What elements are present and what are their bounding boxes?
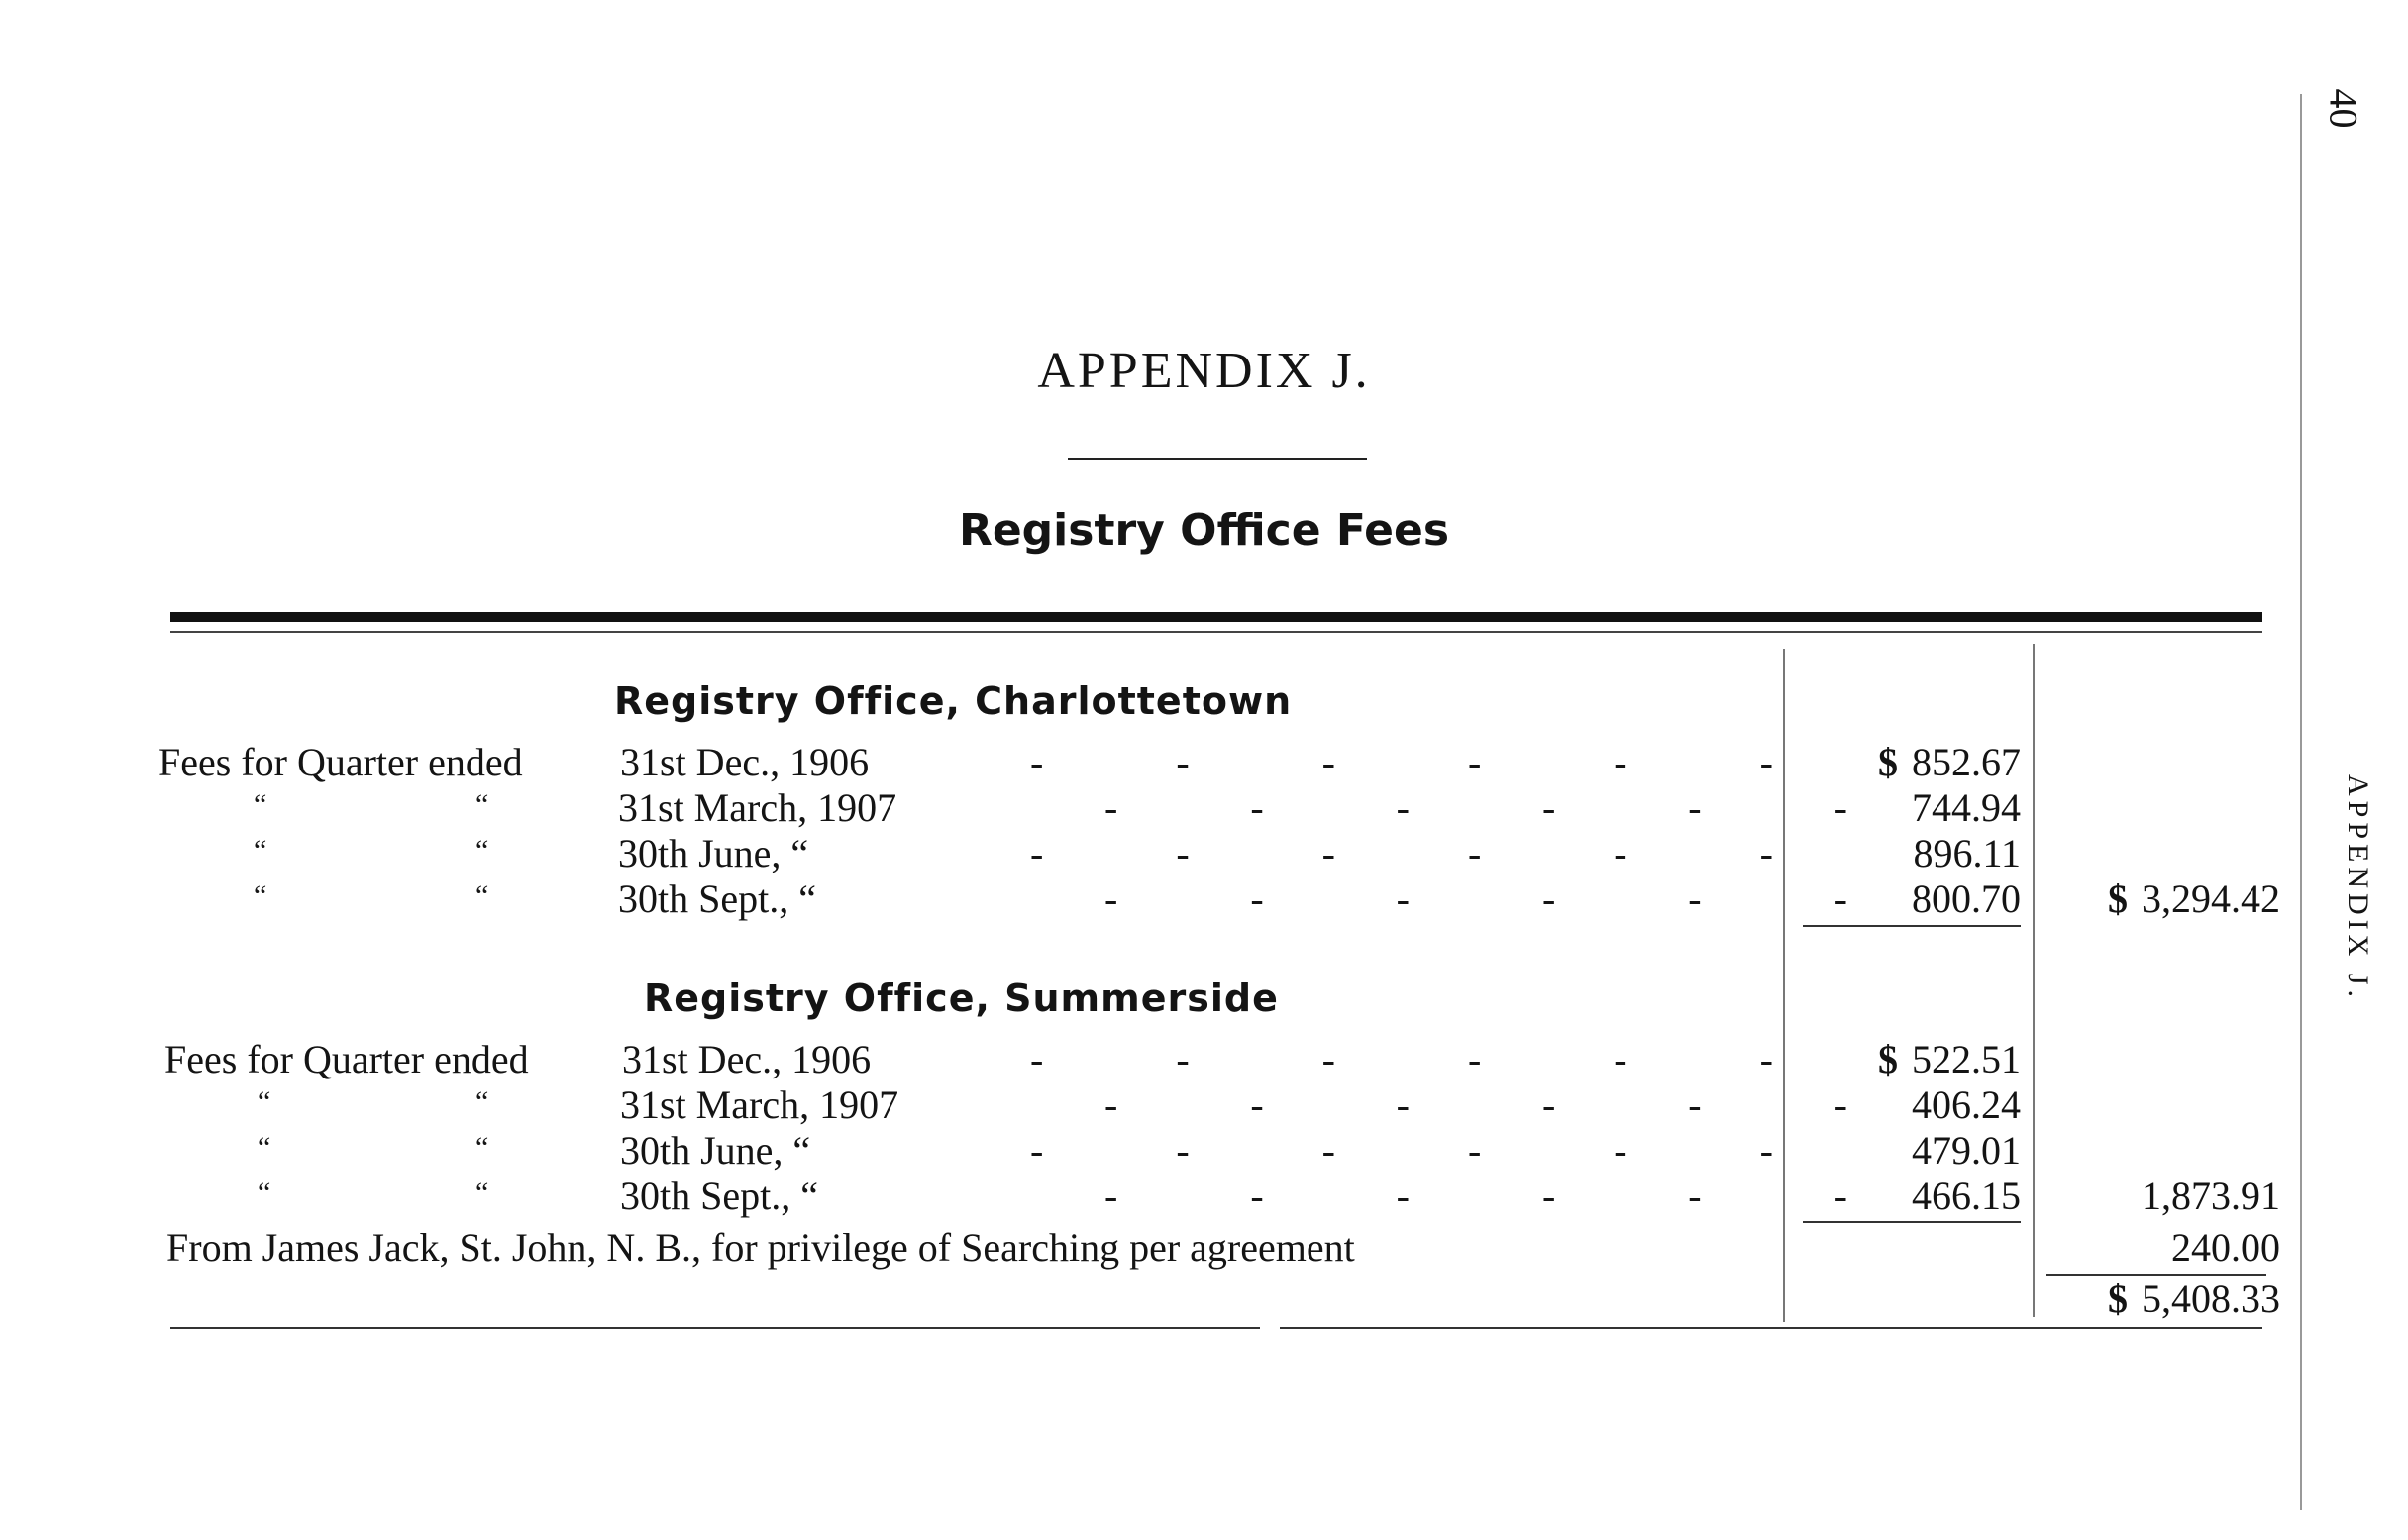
currency-sign: $ [1878, 1037, 1898, 1081]
amount-cell [1733, 739, 2021, 785]
ditto-mark: “ [475, 1177, 489, 1209]
extra-label: From James Jack, St. John, N. B., for privilege of Searching per agreement [166, 1225, 1355, 1270]
ditto-mark: “ [258, 1131, 271, 1164]
grand-total: 5,408.33 [2142, 1277, 2280, 1321]
leader-dots: - - - - - - [1030, 831, 1834, 875]
table-row [158, 784, 1909, 830]
table-row [158, 739, 1834, 784]
amount-cell [1733, 1173, 2021, 1219]
section-total-cell [1991, 1173, 2280, 1219]
table-top-thin-rule [170, 631, 2262, 633]
row-date: 30th Sept., “ [620, 1174, 818, 1218]
amount-value: 522.51 [1912, 1037, 2021, 1081]
section-total: 3,294.42 [2142, 876, 2280, 921]
section-heading-charlottetown: Registry Office, Charlottetown [614, 679, 1293, 723]
amount-cell [1733, 1081, 2021, 1128]
section-total-cell [1991, 875, 2280, 922]
table-row [158, 830, 1834, 875]
row-label: Fees for Quarter ended [164, 1037, 529, 1081]
leader-dots: - - - - - - [1104, 1082, 1909, 1127]
row-date: 30th June, “ [620, 1128, 811, 1173]
amount-value: 800.70 [1912, 876, 2021, 921]
ditto-mark: “ [258, 1085, 271, 1118]
amount-cell [1733, 875, 2021, 922]
row-date: 30th June, “ [618, 831, 809, 875]
title-rule [1068, 458, 1367, 460]
ditto-mark: “ [475, 1131, 489, 1164]
extra-amount: 240.00 [2171, 1225, 2280, 1270]
leader-dots: - - - - - - [1104, 785, 1909, 830]
row-date: 30th Sept., “ [618, 876, 816, 921]
leader-dots: - - - - - - [1030, 740, 1834, 784]
leader-dots: - - - - - - [1030, 1037, 1834, 1081]
page-number: 40 [2321, 88, 2366, 129]
leader-dots: - - - - - - [1104, 876, 1909, 921]
side-running-head: APPENDIX J. [2342, 773, 2374, 1003]
ditto-mark: “ [475, 1085, 489, 1118]
table-row-extra [166, 1224, 1751, 1270]
subtotal-rule [1803, 1221, 2021, 1223]
amount-value: 466.15 [1912, 1174, 2021, 1218]
page-subtitle: Registry Office Fees [958, 505, 1450, 556]
table-top-rule [170, 612, 2262, 622]
table-row [158, 1173, 1909, 1218]
amount-value: 744.94 [1912, 785, 2021, 830]
ditto-mark: “ [254, 879, 267, 912]
row-date: 31st March, 1907 [618, 785, 897, 830]
row-label: Fees for Quarter ended [158, 740, 523, 784]
amount-value: 479.01 [1912, 1128, 2021, 1173]
grand-total-cell [1991, 1276, 2280, 1322]
currency-sign: $ [1878, 740, 1898, 784]
table-bottom-rule-right [1280, 1327, 2262, 1329]
page-title: APPENDIX J. [1037, 343, 1371, 399]
table-row [158, 1081, 1909, 1127]
section-heading-summerside: Registry Office, Summerside [644, 976, 1279, 1020]
row-date: 31st March, 1907 [620, 1082, 899, 1127]
leader-dots: - - - - - - [1030, 1128, 1834, 1173]
amount-cell [1733, 784, 2021, 831]
amount-cell [1733, 1127, 2021, 1174]
ditto-mark: “ [254, 788, 267, 821]
ditto-mark: “ [254, 834, 267, 867]
table-row [158, 1127, 1834, 1173]
table-bottom-rule-left [170, 1327, 1260, 1329]
amount-value: 896.11 [1913, 831, 2021, 875]
row-date: 31st Dec., 1906 [620, 740, 870, 784]
section-total: 1,873.91 [2142, 1174, 2280, 1218]
amount-cell [1733, 1036, 2021, 1082]
amount-cell [1733, 830, 2021, 876]
amount-value: 852.67 [1912, 740, 2021, 784]
row-date: 31st Dec., 1906 [622, 1037, 872, 1081]
currency-sign: $ [2108, 876, 2128, 921]
ditto-mark: “ [475, 788, 489, 821]
leader-dots: - - - - - - [1104, 1174, 1909, 1218]
table-row [158, 875, 1909, 921]
table-row [158, 1036, 1834, 1081]
currency-sign: $ [2108, 1277, 2128, 1321]
page-edge-line [2300, 94, 2302, 1510]
ditto-mark: “ [475, 879, 489, 912]
amount-value: 406.24 [1912, 1082, 2021, 1127]
ditto-mark: “ [475, 834, 489, 867]
extra-amount-cell [1991, 1224, 2280, 1271]
subtotal-rule [1803, 925, 2021, 927]
ditto-mark: “ [258, 1177, 271, 1209]
